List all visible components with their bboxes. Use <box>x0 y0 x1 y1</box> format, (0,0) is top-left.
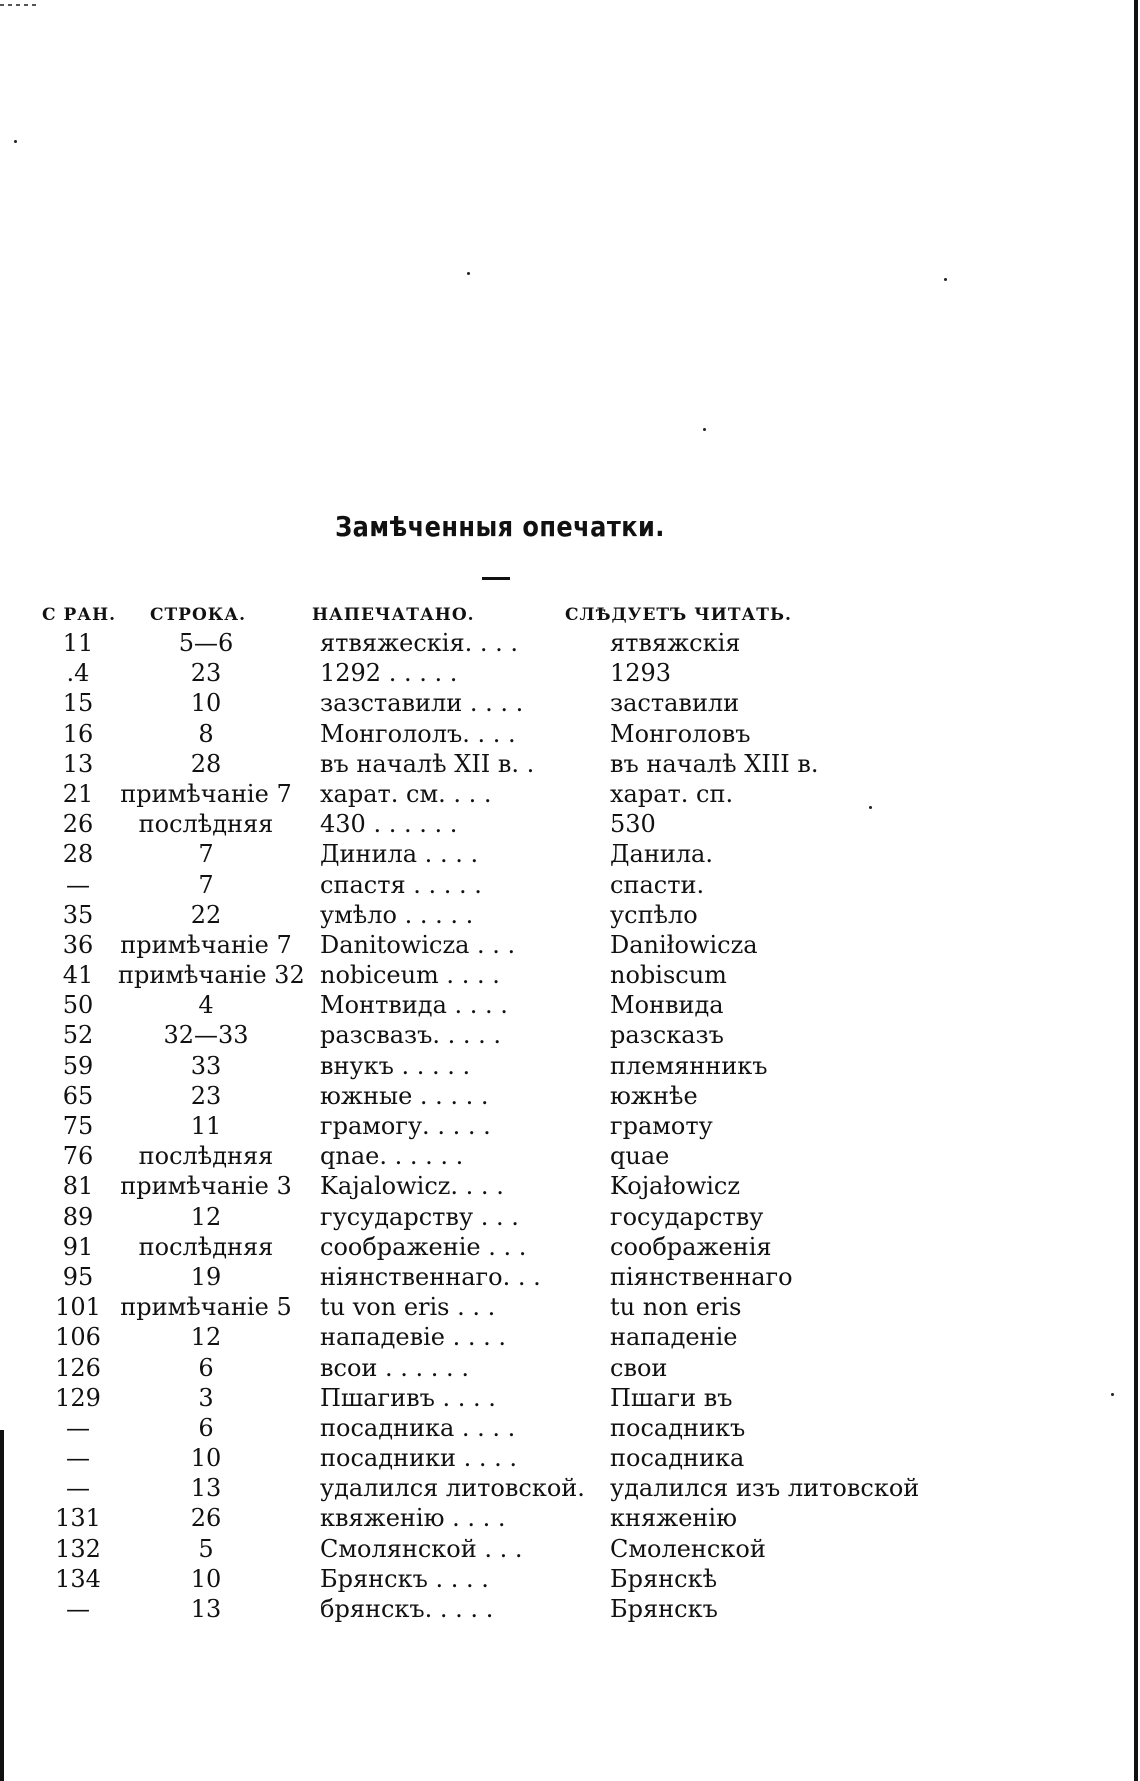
errata-page: .4 <box>66 659 90 688</box>
errata-page: 131 <box>55 1504 101 1533</box>
errata-printed: грамогу. . . . . <box>320 1112 491 1140</box>
errata-row <box>0 1503 1000 1533</box>
errata-printed: Монтвида . . . . <box>320 991 508 1020</box>
errata-printed: ятвяжескія. . . . <box>320 629 519 657</box>
errata-list <box>0 628 1000 1624</box>
errata-line: 23 <box>190 1081 222 1110</box>
errata-page: — <box>66 870 90 899</box>
errata-row <box>0 1353 1000 1383</box>
errata-read: спасти. <box>610 870 705 899</box>
errata-row <box>0 1232 1000 1262</box>
errata-row <box>0 1594 1000 1624</box>
errata-printed: Смолянской . . . <box>320 1534 523 1563</box>
errata-row <box>0 779 1000 809</box>
errata-line: 12 <box>190 1202 222 1231</box>
errata-line: послѣдняя <box>138 810 274 839</box>
errata-row <box>0 1413 1000 1443</box>
errata-page: 91 <box>62 1232 94 1261</box>
errata-printed: Брянскъ . . . . <box>320 1564 489 1593</box>
errata-line: 3 <box>198 1383 214 1412</box>
errata-printed: соображеніе . . . <box>320 1232 527 1261</box>
errata-read: nobiscum <box>610 961 727 990</box>
errata-printed: посадника . . . . <box>320 1413 516 1442</box>
errata-row <box>0 960 1000 990</box>
errata-printed: въ началѣ XII в. . <box>320 749 535 778</box>
errata-printed: qnae. . . . . . <box>320 1142 464 1171</box>
errata-read: успѣло <box>610 900 698 929</box>
errata-row <box>0 1020 1000 1050</box>
errata-printed: зазставили . . . . <box>320 689 524 718</box>
errata-read: посадникъ <box>610 1413 746 1442</box>
page-title: Замѣченныя опечатки. <box>335 510 665 543</box>
errata-read: Монголовъ <box>610 719 751 748</box>
errata-printed: квяженію . . . . <box>320 1504 506 1533</box>
errata-row <box>0 1443 1000 1473</box>
errata-row <box>0 1473 1000 1503</box>
errata-line: 13 <box>190 1595 222 1623</box>
errata-page: 21 <box>62 779 94 808</box>
errata-row <box>0 1051 1000 1081</box>
errata-page: 106 <box>55 1323 101 1352</box>
errata-page: 11 <box>62 629 94 657</box>
header-page: С РАН. <box>42 605 117 625</box>
errata-row <box>0 900 1000 930</box>
errata-read: соображенія <box>610 1232 772 1261</box>
errata-printed: всои . . . . . . <box>320 1353 469 1382</box>
errata-printed: внукъ . . . . . <box>320 1051 471 1080</box>
errata-line: примѣчаніе 5 <box>120 1293 292 1322</box>
errata-page: 16 <box>62 719 94 748</box>
errata-page: — <box>66 1413 90 1442</box>
errata-read: 530 <box>610 810 656 839</box>
errata-read: Kojałowicz <box>610 1172 741 1201</box>
errata-read: Брянскѣ <box>610 1564 718 1593</box>
errata-printed: умѣло . . . . . <box>320 900 474 929</box>
errata-read: Daniłowicza <box>610 930 758 959</box>
errata-page: 50 <box>62 991 94 1020</box>
errata-printed: Danitowicza . . . <box>320 930 516 959</box>
errata-line: 5—6 <box>178 629 234 657</box>
errata-line: 8 <box>198 719 214 748</box>
errata-line: 6 <box>198 1413 214 1442</box>
errata-line: 13 <box>190 1474 222 1503</box>
errata-page: 129 <box>55 1383 101 1412</box>
paper-speck <box>944 278 947 281</box>
errata-page: 126 <box>55 1353 101 1382</box>
errata-page: 76 <box>62 1142 94 1171</box>
header-printed: НАПЕЧАТАНО. <box>312 605 475 625</box>
errata-line: 19 <box>190 1262 222 1291</box>
errata-printed: южные . . . . . <box>320 1081 489 1110</box>
header-line: СТРОКА. <box>150 605 247 625</box>
errata-read: свои <box>610 1353 668 1382</box>
paper-speck <box>14 140 17 143</box>
errata-row <box>0 1262 1000 1292</box>
errata-printed: nobiceum . . . . <box>320 961 500 990</box>
errata-line: послѣдняя <box>138 1142 274 1171</box>
errata-page: 35 <box>62 900 94 929</box>
errata-printed: посадники . . . . <box>320 1444 517 1473</box>
errata-read: 1293 <box>610 659 672 688</box>
errata-line: 32—33 <box>163 1021 249 1050</box>
errata-page: 28 <box>62 840 94 869</box>
errata-read: Смоленской <box>610 1534 766 1563</box>
errata-printed: Kajalowicz. . . . <box>320 1172 504 1201</box>
errata-row <box>0 1202 1000 1232</box>
errata-page: 59 <box>62 1051 94 1080</box>
errata-printed: разсвазъ. . . . . <box>320 1021 502 1050</box>
errata-page: — <box>66 1444 90 1473</box>
errata-printed: удалился литовской. <box>320 1474 585 1503</box>
errata-read: Пшаги въ <box>610 1383 733 1412</box>
errata-read: разсказъ <box>610 1021 724 1050</box>
errata-page: — <box>66 1474 90 1503</box>
errata-read: племянникъ <box>610 1051 768 1080</box>
errata-line: примѣчаніе 3 <box>120 1172 292 1201</box>
errata-read: quae <box>610 1142 670 1171</box>
paper-speck <box>467 272 470 275</box>
errata-row <box>0 1111 1000 1141</box>
errata-printed: Динила . . . . <box>320 840 479 869</box>
errata-read: піянственнаго <box>610 1262 793 1291</box>
errata-page: 65 <box>62 1081 94 1110</box>
errata-line: 23 <box>190 659 222 688</box>
errata-row <box>0 1383 1000 1413</box>
errata-printed: 1292 . . . . . <box>320 659 458 688</box>
errata-read: заставили <box>610 689 740 718</box>
errata-row <box>0 809 1000 839</box>
errata-row <box>0 688 1000 718</box>
errata-read: посадника <box>610 1444 745 1473</box>
errata-read: государству <box>610 1202 764 1231</box>
errata-row <box>0 1292 1000 1322</box>
errata-row <box>0 1141 1000 1171</box>
page-edge-right <box>1134 0 1138 1781</box>
errata-line: 10 <box>190 1564 222 1593</box>
errata-row <box>0 1081 1000 1111</box>
errata-printed: спастя . . . . . <box>320 870 482 899</box>
errata-read: Монвида <box>610 991 724 1020</box>
errata-row <box>0 870 1000 900</box>
errata-page: 95 <box>62 1262 94 1291</box>
errata-row <box>0 839 1000 869</box>
errata-read: грамоту <box>610 1112 713 1140</box>
errata-printed: харат. см. . . . <box>320 779 492 808</box>
errata-read: южнѣе <box>610 1081 698 1110</box>
errata-page: 52 <box>62 1021 94 1050</box>
errata-line: 26 <box>190 1504 222 1533</box>
errata-read: княженію <box>610 1504 737 1533</box>
errata-page: 26 <box>62 810 94 839</box>
errata-row <box>0 990 1000 1020</box>
errata-printed: Пшагивъ . . . . <box>320 1383 496 1412</box>
errata-page: 89 <box>62 1202 94 1231</box>
errata-row <box>0 1534 1000 1564</box>
errata-page: 134 <box>55 1564 101 1593</box>
errata-row <box>0 1322 1000 1352</box>
errata-row <box>0 930 1000 960</box>
errata-printed: tu von eris . . . <box>320 1293 496 1322</box>
column-headers <box>0 605 1000 629</box>
errata-line: 12 <box>190 1323 222 1352</box>
page-edge-top <box>0 4 40 6</box>
errata-line: 33 <box>190 1051 222 1080</box>
errata-line: 6 <box>198 1353 214 1382</box>
errata-line: 4 <box>198 991 214 1020</box>
errata-line: 7 <box>198 840 214 869</box>
errata-page: 41 <box>62 961 94 990</box>
errata-page: 75 <box>62 1112 94 1140</box>
errata-read: Брянскъ <box>610 1595 718 1623</box>
title-rule <box>482 577 510 580</box>
errata-page: 81 <box>62 1172 94 1201</box>
errata-page: — <box>66 1595 90 1623</box>
errata-page: 13 <box>62 749 94 778</box>
errata-read: харат. сп. <box>610 779 734 808</box>
errata-line: 28 <box>190 749 222 778</box>
errata-line: 5 <box>198 1534 214 1563</box>
errata-row <box>0 1171 1000 1201</box>
errata-page: 101 <box>55 1293 101 1322</box>
errata-printed: гусударству . . . <box>320 1202 519 1231</box>
errata-printed: нападевіе . . . . <box>320 1323 507 1352</box>
errata-line: примѣчаніе 7 <box>120 779 292 808</box>
errata-read: Данила. <box>610 840 713 869</box>
errata-line: примѣчаніе 32 <box>118 961 305 990</box>
errata-page: 132 <box>55 1534 101 1563</box>
errata-line: 11 <box>190 1112 222 1140</box>
errata-row <box>0 658 1000 688</box>
errata-line: 10 <box>190 1444 222 1473</box>
errata-printed: 430 . . . . . . <box>320 810 458 839</box>
paper-speck <box>1111 1393 1114 1396</box>
paper-speck <box>703 428 706 431</box>
errata-line: 7 <box>198 870 214 899</box>
errata-read: tu non eris <box>610 1293 742 1322</box>
errata-read: ятвяжскія <box>610 629 741 657</box>
header-read: СЛѢДУЕТЪ ЧИТАТЬ. <box>565 605 792 625</box>
errata-line: 22 <box>190 900 222 929</box>
errata-printed: брянскъ. . . . . <box>320 1595 494 1623</box>
errata-row <box>0 749 1000 779</box>
errata-printed: ніянственнаго. . . <box>320 1262 541 1291</box>
errata-read: нападеніе <box>610 1323 738 1352</box>
errata-printed: Монгололъ. . . . <box>320 719 516 748</box>
errata-line: примѣчаніе 7 <box>120 930 292 959</box>
errata-line: послѣдняя <box>138 1232 274 1261</box>
errata-read: въ началѣ XIII в. <box>610 749 819 778</box>
errata-row <box>0 628 1000 658</box>
errata-row <box>0 719 1000 749</box>
errata-line: 10 <box>190 689 222 718</box>
errata-page: 36 <box>62 930 94 959</box>
errata-page: 15 <box>62 689 94 718</box>
errata-read: удалился изъ литовской <box>610 1474 920 1503</box>
errata-row <box>0 1564 1000 1594</box>
